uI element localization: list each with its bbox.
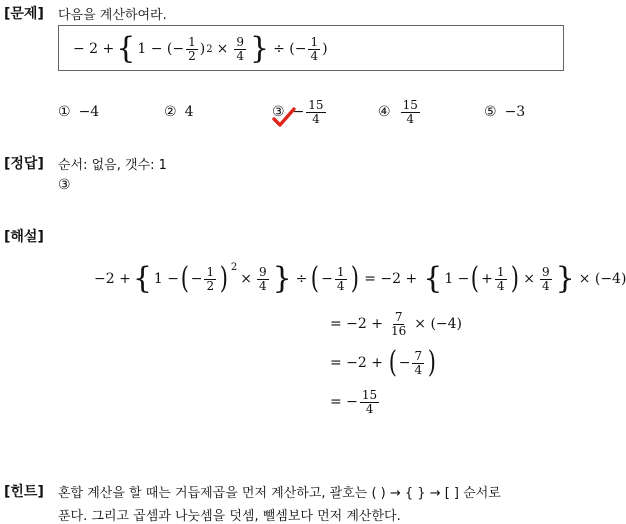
- choice-1-number: ①: [58, 104, 71, 120]
- hint-line-2: 푼다. 그리고 곱셈과 나눗셈을 덧셈, 뺄셈보다 먼저 계산한다.: [58, 509, 401, 524]
- expr-t3: ): [199, 41, 206, 57]
- choice-3-number: ③: [272, 104, 285, 121]
- expr-t1: − 2 +: [73, 41, 115, 57]
- left-brace: {: [116, 31, 136, 66]
- choice-2-value: 4: [184, 104, 194, 120]
- expr-t2: 1 − (−: [137, 41, 185, 57]
- choice-5-value: −3: [504, 104, 526, 120]
- hint-line-1: 혼합 계산을 할 때는 거듭제곱을 먼저 계산하고, 괄호는 ( ) → { } → [ ] 순서로: [58, 486, 501, 501]
- fraction-9-4: $\frac{9}{4}$: [236, 34, 244, 63]
- checkmark-icon: [272, 106, 296, 130]
- answer-tag: [정답]: [4, 156, 44, 172]
- solution-tag: [해설]: [4, 229, 44, 245]
- choice-5-number: ⑤: [484, 104, 497, 120]
- problem-expression-box: [58, 25, 564, 71]
- expr-t5: ÷ (−: [273, 41, 307, 57]
- solution-line-1: −2 + { 1 − ( − $\frac{1}{2}$ ) 2 × $\frac{9}{4}$ } ÷ ( − $\frac{1}{4}$ ) = −2 + { 1 − ( + $\frac{1}{4}$ ) × $\frac{9}{4}$ } × (−4): [94, 261, 626, 296]
- solution-line-2: = −2 + $\frac{7}{16}$ × (−4): [330, 309, 463, 338]
- times-sign: ×: [216, 41, 229, 57]
- answer-line-2: ③: [58, 177, 71, 193]
- solution-line-4: = − $\frac{15}{4}$: [330, 387, 378, 416]
- expr-t6: ): [322, 41, 328, 57]
- choice-2-number: ②: [164, 104, 177, 120]
- choice-1-value: −4: [78, 104, 100, 120]
- choice-4-number: ④: [378, 104, 391, 121]
- choice-3-value: − $\frac{15}{4}$: [292, 98, 324, 126]
- fraction-1-2: $\frac{1}{2}$: [188, 34, 196, 63]
- problem-expression: [73, 29, 328, 69]
- problem-tag: [문제]: [4, 6, 44, 22]
- choice-2[interactable]: [164, 104, 193, 120]
- problem-instruction: 다음을 계산하여라.: [58, 8, 167, 23]
- choice-4-value: $\frac{15}{4}$: [402, 98, 418, 126]
- choice-1[interactable]: [58, 104, 99, 120]
- right-brace: }: [249, 31, 270, 66]
- answer-line-1: 순서: 없음, 갯수: 1: [58, 158, 167, 173]
- choice-4[interactable]: [378, 99, 422, 125]
- solution-line-3: = −2 + ( − $\frac{7}{4}$ ): [330, 345, 437, 380]
- exponent: 2: [206, 43, 213, 55]
- hint-tag: [힌트]: [4, 484, 44, 500]
- choice-5[interactable]: [484, 104, 525, 120]
- fraction-1-4: $\frac{1}{4}$: [310, 34, 319, 63]
